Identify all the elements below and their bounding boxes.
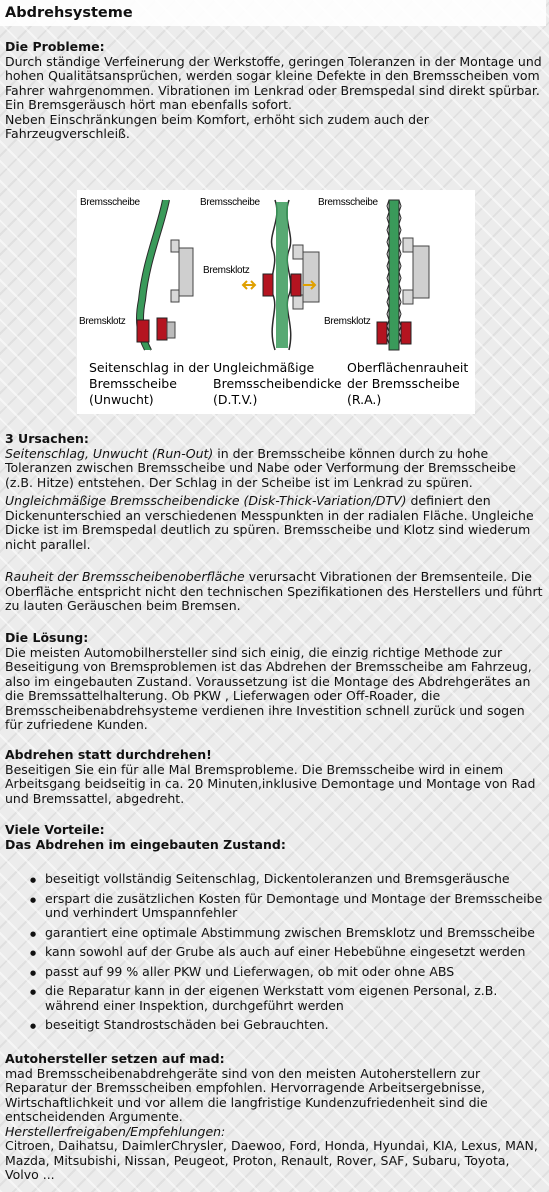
brake-disc-illustration	[77, 190, 475, 414]
list-item: ● garantiert eine optimale Abstimmung zwischen Bremsklotz und Bremsscheibe	[45, 926, 543, 941]
list-item: ● beseitigt vollständig Seitenschlag, Dickentoleranzen und Bremsgeräusche	[45, 872, 543, 887]
list-item: ● beseitigt Standrostschäden bei Gebrauchten.	[45, 1018, 543, 1033]
solution-text: Die meisten Automobilhersteller sind sich einig, die einzig richtige Methode zur Beseitigung von Bremsproblemen ist das Abdrehen der Bremsscheibe am Fahrzeug, also im eingebauten Zustand. Voraussetzung ist die Montage des Abdrehgerätes an die Bremssattelhalterung. Ob PKW , Lieferwagen oder Off-Roader, die Bremsscheibenabdrehsysteme verdienen ihre Investition schnell zurück und sogen für zufriedene Kunden.	[5, 644, 532, 732]
turn-section	[5, 748, 543, 806]
list-item: ● die Reparatur kann in der eigenen Werkstatt vom eigenen Personal, z.B. während einer Inspektion, durchgeführt werden	[45, 984, 543, 1013]
makers-heading: Autohersteller setzen auf mad:	[5, 1051, 225, 1066]
list-item: ● passt auf 99 % aller PKW und Lieferwagen, ob mit oder ohne ABS	[45, 965, 543, 980]
label-pad-3: Bremsklotz	[324, 316, 371, 327]
cause-dtv: Ungleichmäßige Bremsscheibendicke (Disk-Thick-Variation/DTV) definiert den Dickenunterschied an verschiedenen Messpunkten in der radialen Fläche. Ungleiche Dicke ist im Bremspedal deutlich zu spüren. Bremsscheibe und Klotz sind wiederum nicht parallel.	[5, 493, 534, 552]
approvals-label: Herstellerfreigaben/Empfehlungen:	[5, 1123, 226, 1139]
list-item: ● erspart die zusätzlichen Kosten für Demontage und Montage der Bremsscheibe und verhindert Umspannfehler	[45, 892, 543, 921]
label-disc-2: Bremsscheibe	[200, 197, 260, 208]
advantages-heading: Viele Vorteile:	[5, 822, 105, 837]
solution-section	[5, 631, 543, 733]
label-pad-1: Bremsklotz	[79, 316, 126, 327]
advantages-subheading: Das Abdrehen im eingebauten Zustand:	[5, 836, 286, 852]
runout-diagram	[137, 200, 193, 350]
advantages-section	[5, 823, 543, 852]
caption-dtv: Ungleichmäßige Bremsscheibendicke (D.T.V.)	[213, 360, 342, 407]
list-item: ● kann sowohl auf der Grube als auch auf einer Hebebühne eingesetzt werden	[45, 945, 543, 960]
makers-text: mad Bremsscheibenabdrehgeräte sind von den meisten Autoherstellern zur Reparatur der Bremsscheiben empfohlen. Hervorragende Arbeitsergebnisse, Wirtschaftlichkeit und vor allem die langfristige Kundenzufriedenheit sind die entscheidenden Argumente.	[5, 1065, 488, 1124]
problems-text-2: Neben Einschränkungen beim Komfort, erhöht sich zudem auch der Fahrzeugverschleiß.	[5, 111, 429, 141]
label-pad-2: Bremsklotz	[203, 265, 250, 276]
advantages-list-wrap	[5, 872, 543, 1038]
makers-section	[5, 1052, 543, 1183]
causes-section	[5, 432, 543, 490]
turn-heading: Abdrehen statt durchdrehen!	[5, 747, 212, 762]
problems-text: Durch ständige Verfeinerung der Werkstoffe, geringen Toleranzen in der Montage und hohen Qualitätsansprüchen, werden sogar kleine Defekte in den Bremsscheiben vom Fahrer wahrgenommen. Vibrationen im Lenkrad oder Bremspedal sind direkt spürbar. Ein Bremsgeräusch hört man ebenfalls sofort.	[5, 53, 542, 112]
problems-heading: Die Probleme:	[5, 39, 105, 54]
roughness-diagram	[377, 200, 429, 350]
page-title: Abdrehsysteme	[0, 0, 546, 26]
caption-runout: Seitenschlag in der Bremsscheibe (Unwucht)	[89, 360, 210, 407]
caption-roughness: Oberflächenrauheit der Bremsscheibe (R.A.)	[347, 360, 469, 407]
problems-section	[5, 40, 543, 142]
cause-runout: Seitenschlag, Unwucht (Run-Out) in der Bremsscheibe können durch zu hohe Toleranzen zwischen Bremsscheibe und Nabe oder Verformung der Bremsscheibe (z.B. Hitze) entstehen. Der Schlag in der Scheibe ist im Lenkrad zu spüren.	[5, 445, 516, 490]
advantages-list	[5, 872, 543, 1033]
brands-list: Citroen, Daihatsu, DaimlerChrysler, Daewoo, Ford, Honda, Hyundai, KIA, Lexus, MAN, Mazda, Mitsubishi, Nissan, Peugeot, Proton, Renault, Rover, SAF, Subaru, Toyota, Volvo ...	[5, 1138, 538, 1182]
turn-text: Beseitigen Sie ein für alle Mal Bremsprobleme. Die Bremsscheibe wird in einem Arbeitsgang beidseitig in ca. 20 Minuten,inklusive Demontage und Montage von Rad und Bremssattel, abgedreht.	[5, 761, 536, 806]
label-disc-3: Bremsscheibe	[318, 197, 378, 208]
dtv-diagram	[243, 200, 319, 350]
cause-dtv-block	[5, 494, 543, 552]
cause-roughness: Rauheit der Bremsscheibenoberfläche verursacht Vibrationen der Bremsenteile. Die Oberfläche entspricht nicht den technischen Spezifikationen des Herstellers und führt zu lauten Geräuschen beim Bremsen.	[5, 569, 543, 613]
solution-heading: Die Lösung:	[5, 630, 89, 645]
cause-roughness-block	[5, 570, 543, 614]
causes-heading: 3 Ursachen:	[5, 431, 89, 446]
label-disc-1: Bremsscheibe	[80, 197, 140, 208]
